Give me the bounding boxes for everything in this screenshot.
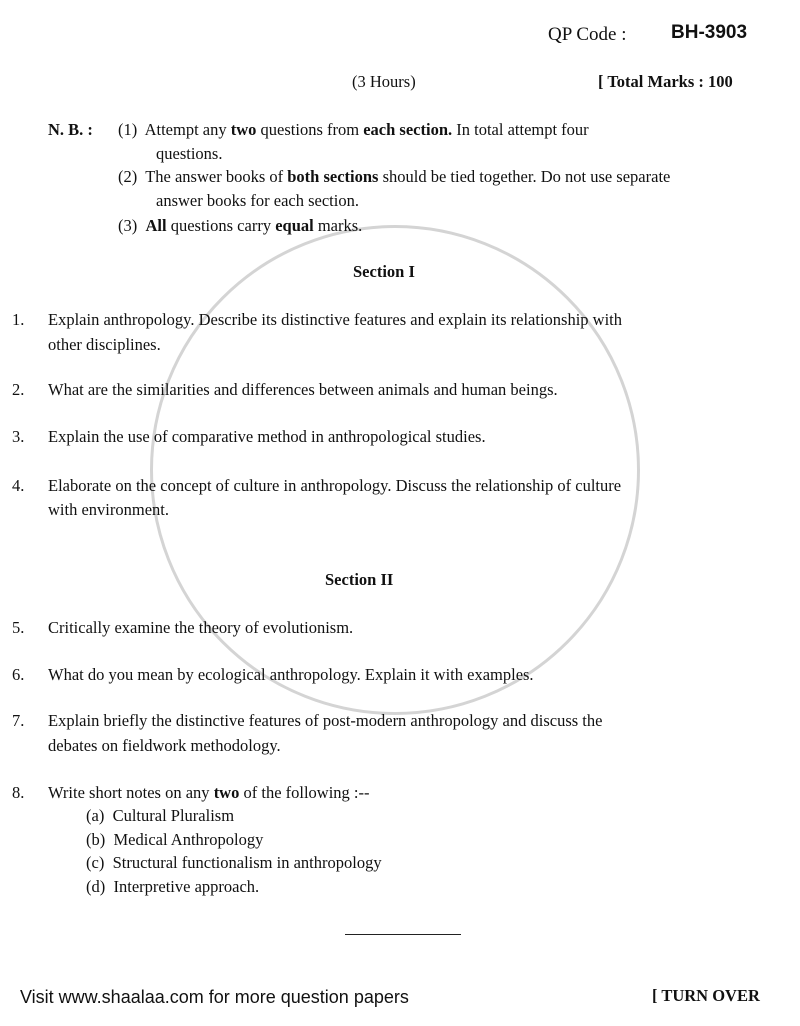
q8-line1: Write short notes on any two of the following :-- (48, 783, 370, 802)
q8-sub-c: (c) Structural functionalism in anthropology (86, 853, 382, 872)
nb-item-1: (1) Attempt any two questions from each section. In total attempt four (118, 120, 589, 139)
footer-visit-text: Visit www.shaalaa.com for more question papers (20, 987, 409, 1007)
q7-line1: Explain briefly the distinctive features of post-modern anthropology and discuss the (48, 711, 603, 730)
q8-num: 8. (12, 783, 25, 802)
q3-num: 3. (12, 427, 25, 446)
qp-code-label: QP Code : (548, 24, 627, 45)
section-2-title: Section II (325, 570, 394, 589)
q4-line2: with environment. (48, 500, 169, 519)
qp-code: BH-3903 (671, 22, 748, 43)
q5-line1: Critically examine the theory of evolutionism. (48, 618, 354, 637)
q1-num: 1. (12, 310, 25, 329)
total-marks: [ Total Marks : 100 (598, 72, 733, 91)
watermark-circle (150, 225, 640, 715)
duration: (3 Hours) (352, 72, 416, 91)
turn-over: [ TURN OVER (652, 986, 760, 1005)
q1-line2: other disciplines. (48, 335, 161, 354)
q4-num: 4. (12, 476, 25, 495)
q8-sub-b: (b) Medical Anthropology (86, 830, 264, 849)
q6-line1: What do you mean by ecological anthropology. Explain it with examples. (48, 665, 534, 684)
nb-item-2-cont: answer books for each section. (156, 191, 359, 210)
nb-item-1-cont: questions. (156, 144, 223, 163)
q5-num: 5. (12, 618, 25, 637)
section-1-title: Section I (353, 262, 415, 281)
nb-item-3: (3) All questions carry equal marks. (118, 216, 363, 235)
q1-line1: Explain anthropology. Describe its distinctive features and explain its relationship with (48, 310, 623, 329)
nb-label: N. B. : (48, 120, 93, 139)
q7-num: 7. (12, 711, 25, 730)
q3-line1: Explain the use of comparative method in anthropological studies. (48, 427, 486, 446)
q2-num: 2. (12, 380, 25, 399)
nb-item-2: (2) The answer books of both sections should be tied together. Do not use separate (118, 167, 671, 186)
q7-line2: debates on fieldwork methodology. (48, 736, 281, 755)
q8-sub-d: (d) Interpretive approach. (86, 877, 260, 896)
q8-sub-a: (a) Cultural Pluralism (86, 806, 235, 825)
q6-num: 6. (12, 665, 25, 684)
q2-line1: What are the similarities and differences between animals and human beings. (48, 380, 558, 399)
q4-line1: Elaborate on the concept of culture in anthropology. Discuss the relationship of culture (48, 476, 622, 495)
end-rule (345, 934, 461, 935)
